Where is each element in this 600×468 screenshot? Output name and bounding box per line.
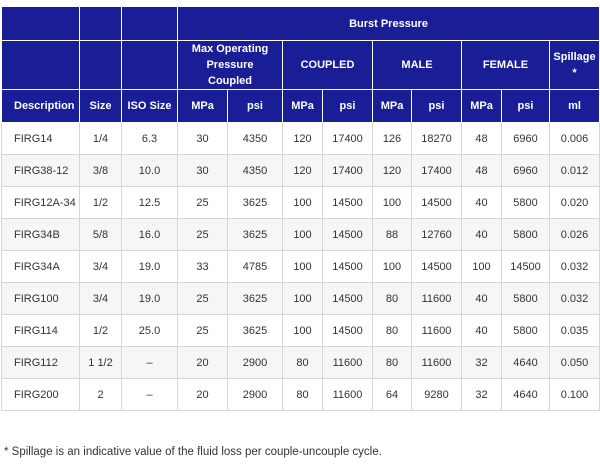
table-cell: 9280 — [412, 379, 462, 411]
column-header: psi — [502, 90, 550, 123]
product-description-cell: FIRG112 — [2, 347, 80, 379]
spillage-header: Spillage * — [550, 41, 600, 90]
table-cell: 14500 — [323, 187, 373, 219]
table-row — [2, 219, 600, 251]
header-blank-iso-size — [122, 7, 178, 41]
table-cell: 2900 — [228, 379, 283, 411]
product-description-cell: FIRG34B — [2, 219, 80, 251]
table-cell: 40 — [462, 283, 502, 315]
table-cell: 25 — [178, 283, 228, 315]
table-cell: 40 — [462, 187, 502, 219]
column-header: Description — [2, 90, 80, 123]
table-cell: 11600 — [412, 315, 462, 347]
table-cell: 126 — [373, 123, 412, 155]
table-cell: 17400 — [323, 123, 373, 155]
column-header: MPa — [283, 90, 323, 123]
table-cell: 5800 — [502, 219, 550, 251]
table-cell: 20 — [178, 347, 228, 379]
table-cell: 30 — [178, 123, 228, 155]
table-cell: 80 — [373, 283, 412, 315]
table-cell: 0.026 — [550, 219, 600, 251]
table-cell: 80 — [283, 347, 323, 379]
table-cell: 25 — [178, 187, 228, 219]
table-cell: 30 — [178, 155, 228, 187]
table-cell: 100 — [373, 187, 412, 219]
table-cell: 14500 — [323, 251, 373, 283]
table-cell: 120 — [283, 155, 323, 187]
table-cell: 4350 — [228, 123, 283, 155]
column-header: MPa — [178, 90, 228, 123]
table-cell: 2 — [80, 379, 122, 411]
product-description-cell: FIRG100 — [2, 283, 80, 315]
table-cell: 100 — [283, 219, 323, 251]
table-cell: 11600 — [412, 283, 462, 315]
column-header: MPa — [373, 90, 412, 123]
table-cell: 1 1/2 — [80, 347, 122, 379]
table-cell: 120 — [373, 155, 412, 187]
table-row — [2, 155, 600, 187]
table-cell: 3625 — [228, 283, 283, 315]
table-cell: 5800 — [502, 315, 550, 347]
table-cell: 100 — [373, 251, 412, 283]
table-cell: 3/8 — [80, 155, 122, 187]
table-cell: 4640 — [502, 347, 550, 379]
table-row — [2, 251, 600, 283]
table-cell: 0.032 — [550, 283, 600, 315]
table-cell: 0.050 — [550, 347, 600, 379]
table-cell: 4640 — [502, 379, 550, 411]
table-cell: 1/2 — [80, 187, 122, 219]
table-cell: 80 — [373, 347, 412, 379]
table-cell: 100 — [283, 283, 323, 315]
female-header: FEMALE — [462, 41, 550, 90]
table-row — [2, 187, 600, 219]
table-cell: 64 — [373, 379, 412, 411]
table-cell: 3625 — [228, 187, 283, 219]
header-row-categories — [2, 41, 600, 90]
table-cell: 25 — [178, 219, 228, 251]
table-cell: 0.032 — [550, 251, 600, 283]
table-cell: 6960 — [502, 123, 550, 155]
table-row — [2, 379, 600, 411]
product-description-cell: FIRG38-12 — [2, 155, 80, 187]
table-cell: 40 — [462, 315, 502, 347]
table-cell: 0.020 — [550, 187, 600, 219]
table-cell: 1/4 — [80, 123, 122, 155]
table-cell: 100 — [283, 187, 323, 219]
column-header: psi — [323, 90, 373, 123]
table-cell: 6960 — [502, 155, 550, 187]
table-cell: 12.5 — [122, 187, 178, 219]
table-cell: 80 — [283, 379, 323, 411]
table-cell: 20 — [178, 379, 228, 411]
male-header: MALE — [373, 41, 462, 90]
table-cell: 0.012 — [550, 155, 600, 187]
table-cell: 3/4 — [80, 251, 122, 283]
table-cell: 6.3 — [122, 123, 178, 155]
table-cell: 11600 — [412, 347, 462, 379]
table-cell: 25 — [178, 315, 228, 347]
table-cell: 25.0 — [122, 315, 178, 347]
column-header: MPa — [462, 90, 502, 123]
product-description-cell: FIRG34A — [2, 251, 80, 283]
table-cell: 5/8 — [80, 219, 122, 251]
table-cell: 1/2 — [80, 315, 122, 347]
column-header: ISO Size — [122, 90, 178, 123]
column-header: psi — [228, 90, 283, 123]
burst-pressure-table — [1, 6, 600, 411]
column-header: psi — [412, 90, 462, 123]
table-cell: 0.006 — [550, 123, 600, 155]
table-cell: 100 — [283, 315, 323, 347]
table-cell: 10.0 — [122, 155, 178, 187]
table-cell: 17400 — [323, 155, 373, 187]
table-cell: 40 — [462, 219, 502, 251]
table-cell: 100 — [462, 251, 502, 283]
column-header-row — [2, 90, 600, 123]
table-cell: 18270 — [412, 123, 462, 155]
table-cell: 0.035 — [550, 315, 600, 347]
table-cell: 3625 — [228, 219, 283, 251]
header-blank-size — [80, 7, 122, 41]
header-row-group — [2, 7, 600, 41]
table-cell: 33 — [178, 251, 228, 283]
header-blank-iso-size-2 — [122, 41, 178, 90]
table-cell: 11600 — [323, 379, 373, 411]
table-cell: 5800 — [502, 283, 550, 315]
table-cell: 11600 — [323, 347, 373, 379]
header-blank-description-2 — [2, 41, 80, 90]
table-cell: 32 — [462, 379, 502, 411]
table-cell: 3625 — [228, 315, 283, 347]
table-cell: 88 — [373, 219, 412, 251]
table-cell: 12760 — [412, 219, 462, 251]
product-description-cell: FIRG12A-34 — [2, 187, 80, 219]
table-cell: 4785 — [228, 251, 283, 283]
table-cell: 19.0 — [122, 283, 178, 315]
table-cell: 48 — [462, 123, 502, 155]
product-description-cell: FIRG200 — [2, 379, 80, 411]
header-blank-description — [2, 7, 80, 41]
column-header: Size — [80, 90, 122, 123]
table-cell: 0.100 — [550, 379, 600, 411]
product-description-cell: FIRG14 — [2, 123, 80, 155]
header-blank-size-2 — [80, 41, 122, 90]
product-description-cell: FIRG114 — [2, 315, 80, 347]
max-operating-header: Max Operating Pressure Coupled — [178, 41, 283, 90]
table-cell: 14500 — [323, 219, 373, 251]
column-header: ml — [550, 90, 600, 123]
table-cell: 120 — [283, 123, 323, 155]
table-row — [2, 123, 600, 155]
table-cell: 17400 — [412, 155, 462, 187]
table-cell: 14500 — [502, 251, 550, 283]
table-cell: 14500 — [323, 315, 373, 347]
table-body — [2, 123, 600, 411]
table-row — [2, 283, 600, 315]
table-cell: 100 — [283, 251, 323, 283]
table-row — [2, 315, 600, 347]
table-cell: – — [122, 379, 178, 411]
table-cell: 5800 — [502, 187, 550, 219]
table-cell: 32 — [462, 347, 502, 379]
table-cell: 16.0 — [122, 219, 178, 251]
burst-pressure-header: Burst Pressure — [178, 7, 600, 41]
table-cell: 80 — [373, 315, 412, 347]
footnote: * Spillage is an indicative value of the fluid loss per couple-uncouple cycle. — [4, 446, 382, 458]
table-row — [2, 347, 600, 379]
table-cell: – — [122, 347, 178, 379]
table-cell: 3/4 — [80, 283, 122, 315]
table-cell: 19.0 — [122, 251, 178, 283]
coupled-header: COUPLED — [283, 41, 373, 90]
table-cell: 14500 — [412, 251, 462, 283]
table-cell: 2900 — [228, 347, 283, 379]
table-cell: 4350 — [228, 155, 283, 187]
table-cell: 14500 — [323, 283, 373, 315]
table-cell: 48 — [462, 155, 502, 187]
table-cell: 14500 — [412, 187, 462, 219]
